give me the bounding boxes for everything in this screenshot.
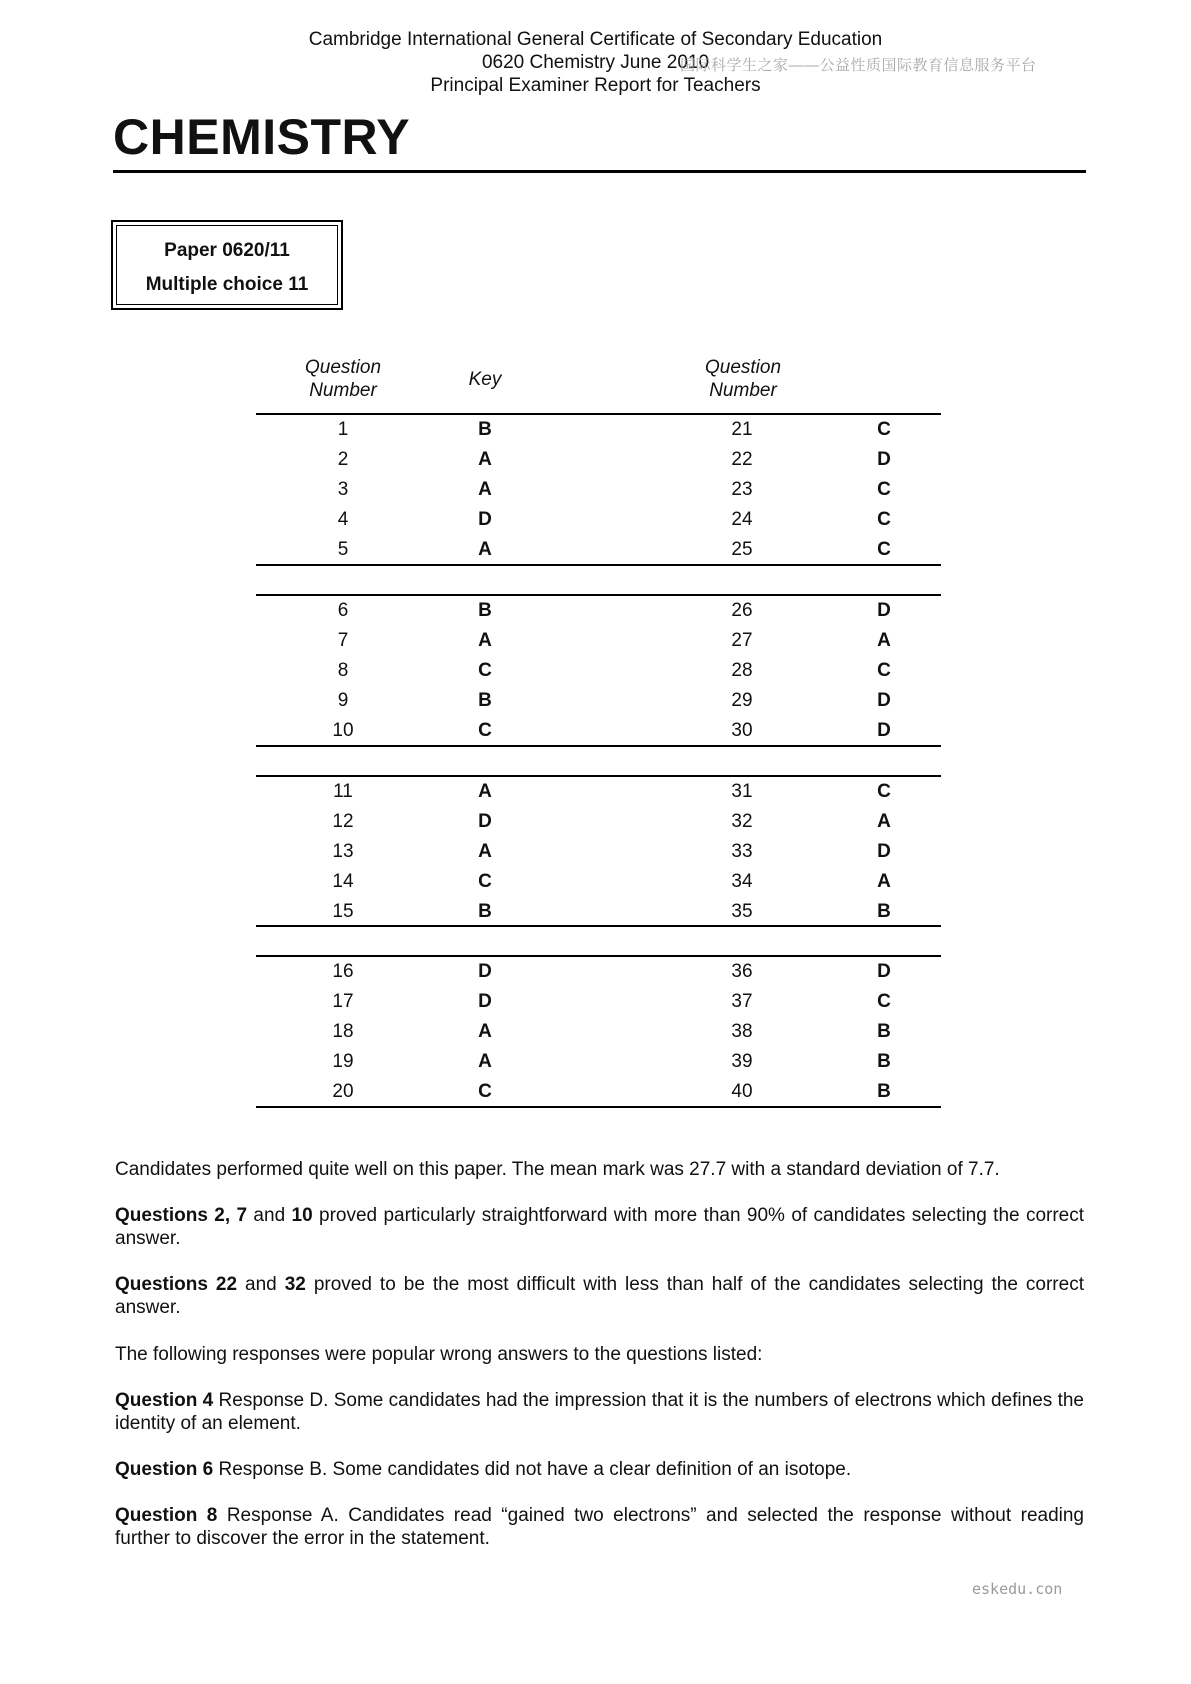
key-cell: A xyxy=(478,449,492,470)
bold-text: Question 8 xyxy=(115,1505,218,1526)
key-cell: A xyxy=(478,1051,492,1072)
question-number-cell: 13 xyxy=(332,841,354,862)
question-number-cell: 33 xyxy=(731,841,753,862)
question-number-cell: 31 xyxy=(731,781,753,802)
table-rule xyxy=(256,413,941,415)
question-number-cell: 25 xyxy=(731,539,753,560)
text: Response D. Some candidates had the impression that it is the numbers of electrons which defines the identity of an element. xyxy=(115,1390,1084,1434)
key-cell: D xyxy=(478,961,492,982)
key-cell: C xyxy=(478,871,492,892)
question-number-cell: 9 xyxy=(337,690,349,711)
key-cell: A xyxy=(478,841,492,862)
question-number-cell: 1 xyxy=(337,419,349,440)
key-cell: B xyxy=(478,901,492,922)
question-number-cell: 7 xyxy=(337,630,349,651)
key-cell: C xyxy=(877,539,891,560)
key-cell: B xyxy=(478,600,492,621)
header-question-number-left: Question Number xyxy=(304,357,382,401)
question-number-cell: 23 xyxy=(731,479,753,500)
key-cell: C xyxy=(478,720,492,741)
paper-box-inner xyxy=(116,225,338,305)
paragraph-question-4 xyxy=(115,1389,1084,1435)
text: and xyxy=(237,1274,285,1295)
question-number-cell: 12 xyxy=(332,811,354,832)
question-number-cell: 24 xyxy=(731,509,753,530)
question-number-cell: 30 xyxy=(731,720,753,741)
key-cell: B xyxy=(478,419,492,440)
bold-text: 32 xyxy=(284,1274,306,1295)
question-number-cell: 22 xyxy=(731,449,753,470)
question-number-cell: 4 xyxy=(337,509,349,530)
key-cell: C xyxy=(877,781,891,802)
key-cell: D xyxy=(877,449,891,470)
question-number-cell: 40 xyxy=(731,1081,753,1102)
paper-box xyxy=(111,220,343,310)
question-number-cell: 2 xyxy=(337,449,349,470)
key-cell: A xyxy=(478,479,492,500)
footer-watermark: eskedu.con xyxy=(972,1580,1063,1598)
text: proved particularly straightforward with more than 90% of candidates selecting the correct answer. xyxy=(115,1205,1085,1249)
question-number-cell: 32 xyxy=(731,811,753,832)
key-cell: A xyxy=(877,811,891,832)
paper-type: Multiple choice 11 xyxy=(145,274,309,295)
table-rule xyxy=(256,775,941,777)
table-rule xyxy=(256,1106,941,1108)
question-number-cell: 35 xyxy=(731,901,753,922)
header-line-1: Cambridge International General Certificate of Secondary Education xyxy=(308,29,883,50)
bold-text: Questions 22 xyxy=(115,1274,238,1295)
key-cell: A xyxy=(877,630,891,651)
question-number-cell: 26 xyxy=(731,600,753,621)
text: Response A. Candidates read “gained two electrons” and selected the response without reading further to discover the error in the statement. xyxy=(115,1505,1085,1549)
paragraph-question-6 xyxy=(115,1458,1084,1481)
bold-text: Question 4 xyxy=(115,1390,214,1411)
key-cell: C xyxy=(877,419,891,440)
paragraph-easy-questions xyxy=(115,1204,1084,1250)
key-cell: B xyxy=(877,901,891,922)
key-cell: A xyxy=(478,1021,492,1042)
text: Response B. Some candidates did not have a clear definition of an isotope. xyxy=(213,1459,852,1480)
table-rule xyxy=(256,925,941,927)
key-cell: D xyxy=(478,509,492,530)
question-number-cell: 21 xyxy=(731,419,753,440)
question-number-cell: 5 xyxy=(337,539,349,560)
title-rule xyxy=(113,170,1086,173)
table-rule xyxy=(256,955,941,957)
bold-text: 10 xyxy=(291,1205,313,1226)
question-number-cell: 20 xyxy=(332,1081,354,1102)
paragraph-question-8 xyxy=(115,1504,1084,1550)
key-cell: C xyxy=(478,1081,492,1102)
key-cell: B xyxy=(877,1021,891,1042)
key-cell: A xyxy=(877,871,891,892)
table-rule xyxy=(256,594,941,596)
header-question-number-right: Question Number xyxy=(704,357,782,401)
question-number-cell: 39 xyxy=(731,1051,753,1072)
header-line-3: Principal Examiner Report for Teachers xyxy=(430,75,761,96)
question-number-cell: 37 xyxy=(731,991,753,1012)
paper-code: Paper 0620/11 xyxy=(164,240,290,261)
key-cell: A xyxy=(478,630,492,651)
question-number-cell: 18 xyxy=(332,1021,354,1042)
question-number-cell: 14 xyxy=(332,871,354,892)
question-number-cell: 19 xyxy=(332,1051,354,1072)
question-number-cell: 11 xyxy=(333,781,353,802)
paragraph-hard-questions xyxy=(115,1273,1084,1319)
key-cell: C xyxy=(877,509,891,530)
question-number-cell: 15 xyxy=(332,901,354,922)
question-number-cell: 17 xyxy=(332,991,354,1012)
question-number-cell: 3 xyxy=(337,479,349,500)
question-number-cell: 28 xyxy=(731,660,753,681)
key-cell: A xyxy=(478,781,492,802)
page-title: CHEMISTRY xyxy=(113,109,411,165)
key-cell: D xyxy=(478,991,492,1012)
key-cell: C xyxy=(877,660,891,681)
question-number-cell: 8 xyxy=(337,660,349,681)
header-line-2: 0620 Chemistry June 2010 xyxy=(481,52,710,73)
key-cell: D xyxy=(877,961,891,982)
key-cell: D xyxy=(478,811,492,832)
watermark-text: 国际科学生之家——公益性质国际教育信息服务平台 xyxy=(680,57,1037,74)
paragraph-intro-wrong-answers: The following responses were popular wrong answers to the questions listed: xyxy=(115,1344,763,1365)
key-cell: D xyxy=(877,841,891,862)
question-number-cell: 10 xyxy=(332,720,354,741)
key-cell: D xyxy=(877,720,891,741)
question-number-cell: 38 xyxy=(731,1021,753,1042)
key-cell: C xyxy=(877,479,891,500)
key-cell: D xyxy=(877,690,891,711)
text: and xyxy=(247,1205,292,1226)
bold-text: Questions 2, 7 xyxy=(115,1205,248,1226)
key-cell: C xyxy=(877,991,891,1012)
question-number-cell: 36 xyxy=(731,961,753,982)
bold-text: Question 6 xyxy=(115,1459,214,1480)
question-number-cell: 16 xyxy=(332,961,354,982)
question-number-cell: 27 xyxy=(731,630,753,651)
key-cell: A xyxy=(478,539,492,560)
key-cell: D xyxy=(877,600,891,621)
key-cell: B xyxy=(877,1051,891,1072)
key-cell: B xyxy=(877,1081,891,1102)
key-cell: B xyxy=(478,690,492,711)
question-number-cell: 6 xyxy=(337,600,349,621)
table-rule xyxy=(256,745,941,747)
table-rule xyxy=(256,564,941,566)
paragraph-summary: Candidates performed quite well on this paper. The mean mark was 27.7 with a standard deviation of 7.7. xyxy=(115,1159,1000,1180)
header-key: Key xyxy=(468,369,502,390)
question-number-cell: 34 xyxy=(731,871,753,892)
text: proved to be the most difficult with less than half of the candidates selecting the correct answer. xyxy=(115,1274,1084,1318)
key-cell: C xyxy=(478,660,492,681)
question-number-cell: 29 xyxy=(731,690,753,711)
